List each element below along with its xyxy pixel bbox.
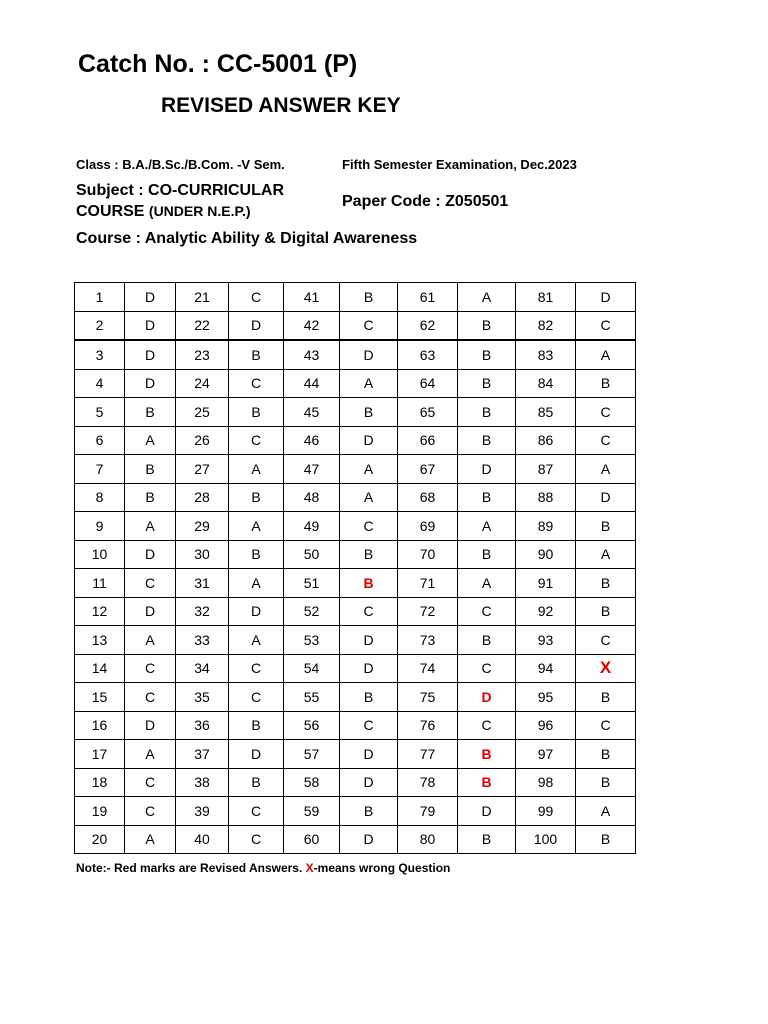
table-row — [75, 626, 636, 655]
table-row — [75, 540, 636, 569]
answer-cell: A — [125, 626, 176, 655]
answer-cell: D — [125, 311, 176, 340]
question-number-cell: 99 — [516, 797, 576, 826]
table-row — [75, 597, 636, 626]
answer-cell: C — [576, 426, 636, 455]
answer-cell: B — [229, 340, 284, 369]
answer-cell: D — [458, 797, 516, 826]
question-number-cell: 15 — [75, 683, 125, 712]
question-number-cell: 23 — [176, 340, 229, 369]
question-number-cell: 1 — [75, 283, 125, 312]
question-number-cell: 7 — [75, 455, 125, 484]
question-number-cell: 92 — [516, 597, 576, 626]
question-number-cell: 56 — [284, 711, 340, 740]
table-row — [75, 483, 636, 512]
question-number-cell: 55 — [284, 683, 340, 712]
answer-cell: D — [340, 740, 398, 769]
question-number-cell: 13 — [75, 626, 125, 655]
revised-answer-cell: X — [576, 654, 636, 683]
answer-cell: C — [229, 369, 284, 398]
question-number-cell: 42 — [284, 311, 340, 340]
question-number-cell: 69 — [398, 512, 458, 541]
subject-line-2 — [76, 201, 284, 222]
table-row — [75, 426, 636, 455]
question-number-cell: 26 — [176, 426, 229, 455]
answer-cell: A — [340, 483, 398, 512]
question-number-cell: 43 — [284, 340, 340, 369]
question-number-cell: 50 — [284, 540, 340, 569]
table-row — [75, 398, 636, 427]
question-number-cell: 9 — [75, 512, 125, 541]
class-info: Class : B.A./B.Sc./B.Com. -V Sem. — [76, 157, 285, 172]
question-number-cell: 63 — [398, 340, 458, 369]
answer-cell: D — [125, 711, 176, 740]
question-number-cell: 27 — [176, 455, 229, 484]
answer-cell: B — [576, 369, 636, 398]
answer-cell: D — [229, 740, 284, 769]
question-number-cell: 4 — [75, 369, 125, 398]
note-suffix: -means wrong Question — [313, 861, 451, 875]
question-number-cell: 82 — [516, 311, 576, 340]
answer-cell: C — [576, 398, 636, 427]
table-row — [75, 369, 636, 398]
question-number-cell: 11 — [75, 569, 125, 598]
page-title: REVISED ANSWER KEY — [161, 94, 401, 117]
question-number-cell: 2 — [75, 311, 125, 340]
question-number-cell: 77 — [398, 740, 458, 769]
question-number-cell: 58 — [284, 768, 340, 797]
answer-cell: A — [229, 626, 284, 655]
answer-cell: B — [340, 683, 398, 712]
question-number-cell: 8 — [75, 483, 125, 512]
question-number-cell: 44 — [284, 369, 340, 398]
question-number-cell: 18 — [75, 768, 125, 797]
question-number-cell: 31 — [176, 569, 229, 598]
question-number-cell: 89 — [516, 512, 576, 541]
subject-nep-note: (UNDER N.E.P.) — [148, 203, 251, 219]
question-number-cell: 90 — [516, 540, 576, 569]
revised-answer-cell: B — [340, 569, 398, 598]
question-number-cell: 20 — [75, 825, 125, 854]
table-row — [75, 569, 636, 598]
question-number-cell: 68 — [398, 483, 458, 512]
answer-cell: B — [340, 283, 398, 312]
answer-cell: A — [458, 569, 516, 598]
question-number-cell: 91 — [516, 569, 576, 598]
table-row — [75, 283, 636, 312]
answer-cell: D — [125, 597, 176, 626]
answer-cell: B — [458, 540, 516, 569]
question-number-cell: 86 — [516, 426, 576, 455]
answer-cell: C — [229, 683, 284, 712]
answer-key-table — [74, 282, 636, 854]
table-row — [75, 825, 636, 854]
question-number-cell: 67 — [398, 455, 458, 484]
answer-cell: C — [125, 768, 176, 797]
answer-cell: B — [229, 768, 284, 797]
answer-cell: B — [458, 311, 516, 340]
question-number-cell: 66 — [398, 426, 458, 455]
answer-cell: B — [458, 398, 516, 427]
answer-cell: C — [125, 683, 176, 712]
answer-cell: D — [229, 597, 284, 626]
answer-cell: B — [229, 483, 284, 512]
question-number-cell: 35 — [176, 683, 229, 712]
question-number-cell: 34 — [176, 654, 229, 683]
answer-cell: D — [125, 369, 176, 398]
question-number-cell: 59 — [284, 797, 340, 826]
question-number-cell: 25 — [176, 398, 229, 427]
question-number-cell: 65 — [398, 398, 458, 427]
answer-cell: A — [340, 455, 398, 484]
table-row — [75, 711, 636, 740]
question-number-cell: 19 — [75, 797, 125, 826]
answer-cell: A — [458, 283, 516, 312]
answer-cell: B — [576, 512, 636, 541]
question-number-cell: 53 — [284, 626, 340, 655]
answer-cell: A — [229, 569, 284, 598]
answer-cell: A — [125, 512, 176, 541]
answer-cell: B — [125, 398, 176, 427]
question-number-cell: 14 — [75, 654, 125, 683]
question-number-cell: 24 — [176, 369, 229, 398]
answer-cell: B — [576, 597, 636, 626]
question-number-cell: 97 — [516, 740, 576, 769]
answer-cell: B — [458, 340, 516, 369]
answer-cell: A — [229, 512, 284, 541]
table-row — [75, 512, 636, 541]
answer-cell: D — [340, 426, 398, 455]
answer-cell: C — [576, 626, 636, 655]
answer-cell: B — [125, 455, 176, 484]
question-number-cell: 38 — [176, 768, 229, 797]
table-row — [75, 311, 636, 340]
answer-cell: C — [229, 426, 284, 455]
question-number-cell: 29 — [176, 512, 229, 541]
paper-code: Paper Code : Z050501 — [342, 193, 509, 210]
course-info: Course : Analytic Ability & Digital Awareness — [76, 230, 418, 247]
question-number-cell: 87 — [516, 455, 576, 484]
question-number-cell: 51 — [284, 569, 340, 598]
answer-cell: C — [458, 711, 516, 740]
answer-cell: B — [458, 825, 516, 854]
question-number-cell: 12 — [75, 597, 125, 626]
question-number-cell: 62 — [398, 311, 458, 340]
question-number-cell: 76 — [398, 711, 458, 740]
question-number-cell: 37 — [176, 740, 229, 769]
answer-cell: C — [229, 825, 284, 854]
question-number-cell: 95 — [516, 683, 576, 712]
answer-cell: A — [576, 797, 636, 826]
answer-cell: B — [576, 825, 636, 854]
answer-cell: B — [576, 683, 636, 712]
table-row — [75, 654, 636, 683]
question-number-cell: 96 — [516, 711, 576, 740]
question-number-cell: 28 — [176, 483, 229, 512]
question-number-cell: 45 — [284, 398, 340, 427]
answer-cell: C — [576, 311, 636, 340]
answer-cell: A — [125, 740, 176, 769]
answer-cell: B — [229, 711, 284, 740]
answer-cell: B — [576, 768, 636, 797]
answer-cell: D — [340, 825, 398, 854]
question-number-cell: 98 — [516, 768, 576, 797]
revised-answer-cell: D — [458, 683, 516, 712]
answer-cell: C — [340, 512, 398, 541]
answer-cell: B — [576, 740, 636, 769]
question-number-cell: 57 — [284, 740, 340, 769]
subject-info — [76, 180, 284, 222]
question-number-cell: 17 — [75, 740, 125, 769]
subject-line-1: Subject : CO-CURRICULAR — [76, 182, 284, 199]
table-row — [75, 768, 636, 797]
answer-key-body — [75, 283, 636, 854]
table-row — [75, 455, 636, 484]
wrong-question-mark: X — [305, 861, 314, 875]
catch-number: Catch No. : CC-5001 (P) — [78, 50, 358, 78]
question-number-cell: 61 — [398, 283, 458, 312]
answer-cell: D — [340, 626, 398, 655]
question-number-cell: 60 — [284, 825, 340, 854]
question-number-cell: 33 — [176, 626, 229, 655]
question-number-cell: 10 — [75, 540, 125, 569]
question-number-cell: 80 — [398, 825, 458, 854]
answer-cell: A — [229, 455, 284, 484]
question-number-cell: 49 — [284, 512, 340, 541]
question-number-cell: 74 — [398, 654, 458, 683]
answer-cell: C — [125, 797, 176, 826]
question-number-cell: 22 — [176, 311, 229, 340]
answer-cell: B — [458, 483, 516, 512]
answer-cell: A — [125, 426, 176, 455]
question-number-cell: 32 — [176, 597, 229, 626]
table-row — [75, 340, 636, 369]
answer-cell: C — [125, 654, 176, 683]
answer-cell: D — [576, 283, 636, 312]
question-number-cell: 85 — [516, 398, 576, 427]
question-number-cell: 73 — [398, 626, 458, 655]
question-number-cell: 88 — [516, 483, 576, 512]
answer-cell: A — [576, 540, 636, 569]
question-number-cell: 64 — [398, 369, 458, 398]
question-number-cell: 79 — [398, 797, 458, 826]
answer-cell: D — [340, 654, 398, 683]
table-row — [75, 683, 636, 712]
answer-cell: D — [340, 340, 398, 369]
question-number-cell: 48 — [284, 483, 340, 512]
answer-cell: C — [340, 311, 398, 340]
question-number-cell: 75 — [398, 683, 458, 712]
answer-cell: D — [340, 768, 398, 797]
revision-note — [76, 861, 450, 875]
note-prefix: Note:- Red marks are Revised Answers. — [76, 861, 306, 875]
answer-cell: A — [125, 825, 176, 854]
answer-cell: D — [125, 540, 176, 569]
question-number-cell: 40 — [176, 825, 229, 854]
answer-cell: B — [340, 540, 398, 569]
answer-cell: D — [576, 483, 636, 512]
question-number-cell: 84 — [516, 369, 576, 398]
question-number-cell: 46 — [284, 426, 340, 455]
question-number-cell: 47 — [284, 455, 340, 484]
table-row — [75, 797, 636, 826]
subject-line-2-main: COURSE — [76, 203, 149, 220]
answer-cell: B — [576, 569, 636, 598]
exam-info: Fifth Semester Examination, Dec.2023 — [342, 157, 577, 172]
question-number-cell: 36 — [176, 711, 229, 740]
answer-cell: B — [229, 398, 284, 427]
question-number-cell: 30 — [176, 540, 229, 569]
question-number-cell: 54 — [284, 654, 340, 683]
question-number-cell: 72 — [398, 597, 458, 626]
answer-cell: C — [458, 597, 516, 626]
answer-cell: C — [340, 597, 398, 626]
answer-cell: C — [458, 654, 516, 683]
answer-cell: C — [340, 711, 398, 740]
question-number-cell: 94 — [516, 654, 576, 683]
answer-cell: A — [576, 340, 636, 369]
answer-cell: D — [458, 455, 516, 484]
answer-cell: A — [340, 369, 398, 398]
question-number-cell: 83 — [516, 340, 576, 369]
question-number-cell: 41 — [284, 283, 340, 312]
revised-answer-cell: B — [458, 740, 516, 769]
answer-cell: C — [229, 654, 284, 683]
answer-cell: D — [125, 283, 176, 312]
answer-cell: B — [125, 483, 176, 512]
answer-cell: B — [458, 369, 516, 398]
question-number-cell: 39 — [176, 797, 229, 826]
answer-cell: B — [229, 540, 284, 569]
question-number-cell: 70 — [398, 540, 458, 569]
answer-cell: C — [229, 797, 284, 826]
answer-cell: B — [340, 797, 398, 826]
answer-cell: B — [340, 398, 398, 427]
question-number-cell: 71 — [398, 569, 458, 598]
question-number-cell: 5 — [75, 398, 125, 427]
answer-cell: C — [125, 569, 176, 598]
question-number-cell: 16 — [75, 711, 125, 740]
answer-cell: B — [458, 426, 516, 455]
answer-cell: D — [229, 311, 284, 340]
answer-cell: B — [458, 626, 516, 655]
answer-cell: C — [576, 711, 636, 740]
answer-cell: C — [229, 283, 284, 312]
question-number-cell: 52 — [284, 597, 340, 626]
question-number-cell: 3 — [75, 340, 125, 369]
question-number-cell: 93 — [516, 626, 576, 655]
answer-cell: A — [576, 455, 636, 484]
question-number-cell: 100 — [516, 825, 576, 854]
question-number-cell: 6 — [75, 426, 125, 455]
question-number-cell: 81 — [516, 283, 576, 312]
question-number-cell: 78 — [398, 768, 458, 797]
answer-cell: A — [458, 512, 516, 541]
table-row — [75, 740, 636, 769]
revised-answer-cell: B — [458, 768, 516, 797]
answer-cell: D — [125, 340, 176, 369]
question-number-cell: 21 — [176, 283, 229, 312]
